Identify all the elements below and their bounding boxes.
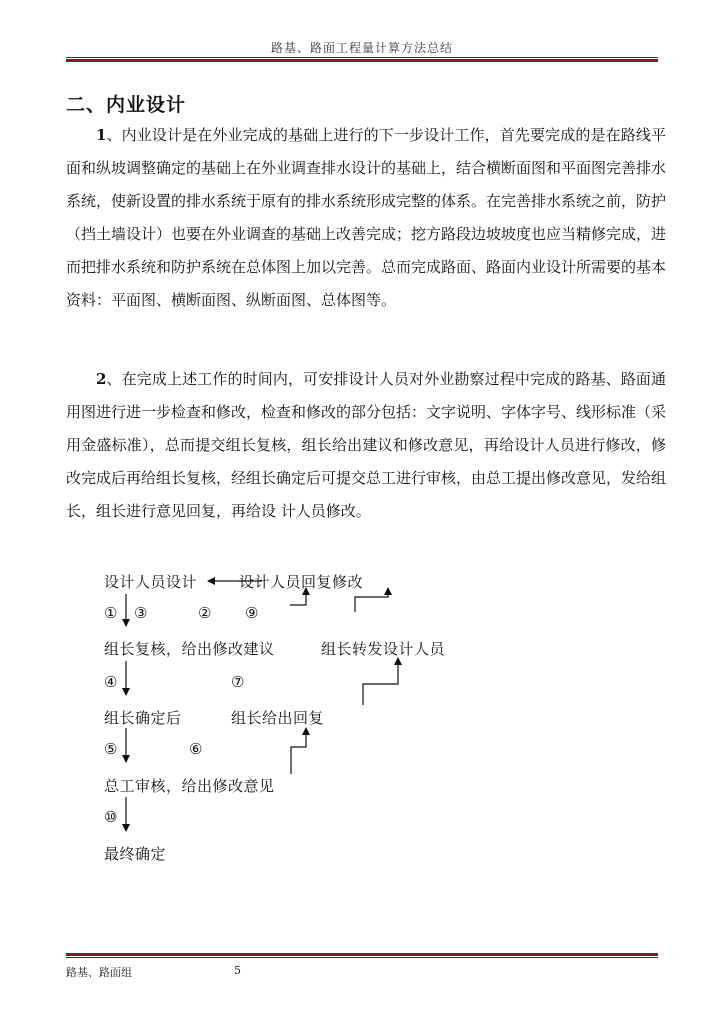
flow-num-3: ③ [134, 604, 148, 622]
header-title: 路基、路面工程量计算方法总结 [270, 41, 453, 55]
flow-num-9: ⑨ [245, 604, 259, 622]
flow-num-1: ① [104, 604, 118, 622]
flow-num-4: ④ [104, 673, 118, 691]
flow-designer-design: 设计人员设计 [104, 573, 198, 591]
section-heading: 二、内业设计 [66, 94, 187, 116]
flow-num-6: ⑥ [189, 740, 203, 758]
footer-group: 路基、路面组 [66, 966, 132, 979]
flow-leader-review: 组长复核，给出修改建议 [104, 640, 275, 658]
flow-leader-forward: 组长转发设计人员 [321, 640, 446, 658]
paragraph-1-text: 、内业设计是在外业完成的基础上进行的下一步设计工作，首先要完成的是在路线平面和纵坡调整确定的基础上在外业调查排水设计的基础上，结合横断面图和平面图完善排水系统，使新设置的排水系统于原有的排水系统形成完整的体系。在完善排水系统之前，防护（挡土墙设计）也要在外业调查的基础上改善完成；挖方路段边坡坡度也应当精修完成，进而把排水系统和防护系统在总体图上加以完善。总而完成路面、路面内业设计所需要的基本资料：平面图、横断面图、纵断面图、总体图等。 [66, 126, 667, 309]
flow-leader-confirm: 组长确定后 [104, 709, 182, 727]
flow-chief-review: 总工审核，给出修改意见 [104, 777, 275, 795]
footer-rule-thin [66, 957, 658, 958]
arrow-elbow-review-to-reply [290, 588, 306, 605]
flow-final: 最终确定 [104, 845, 167, 863]
flow-designer-reply: 设计人员回复修改 [239, 573, 364, 591]
arrow-elbow-to-forward [363, 658, 398, 705]
footer-page-number: 5 [234, 964, 241, 977]
flow-leader-reply: 组长给出回复 [231, 709, 325, 727]
flow-num-10: ⑩ [104, 808, 118, 826]
arrow-elbow-chief-to-reply [291, 728, 306, 774]
flow-num-5: ⑤ [104, 740, 118, 758]
paragraph-2-number: 2 [96, 370, 107, 388]
paragraph-1-number: 1 [96, 126, 107, 144]
flow-num-2: ② [198, 604, 212, 622]
footer-rule-thick [66, 953, 658, 956]
flow-num-7: ⑦ [231, 673, 245, 691]
arrow-elbow-forward-to-reply [355, 588, 388, 612]
paragraph-2-text: 、在完成上述工作的时间内，可安排设计人员对外业勘察过程中完成的路基、路面通用图进行进一步检查和修改，检查和修改的部分包括：文字说明、字体字号、线形标准（采用金盛标准），总而提交组长复核，组长给出建议和修改意见，再给设计人员进行修改，修改完成后再给组长复核，经组长确定后可提交总工进行审核，由总工提出修改意见，发给组长，组长进行意见回复，再给设 计人员修改。 [66, 370, 667, 520]
